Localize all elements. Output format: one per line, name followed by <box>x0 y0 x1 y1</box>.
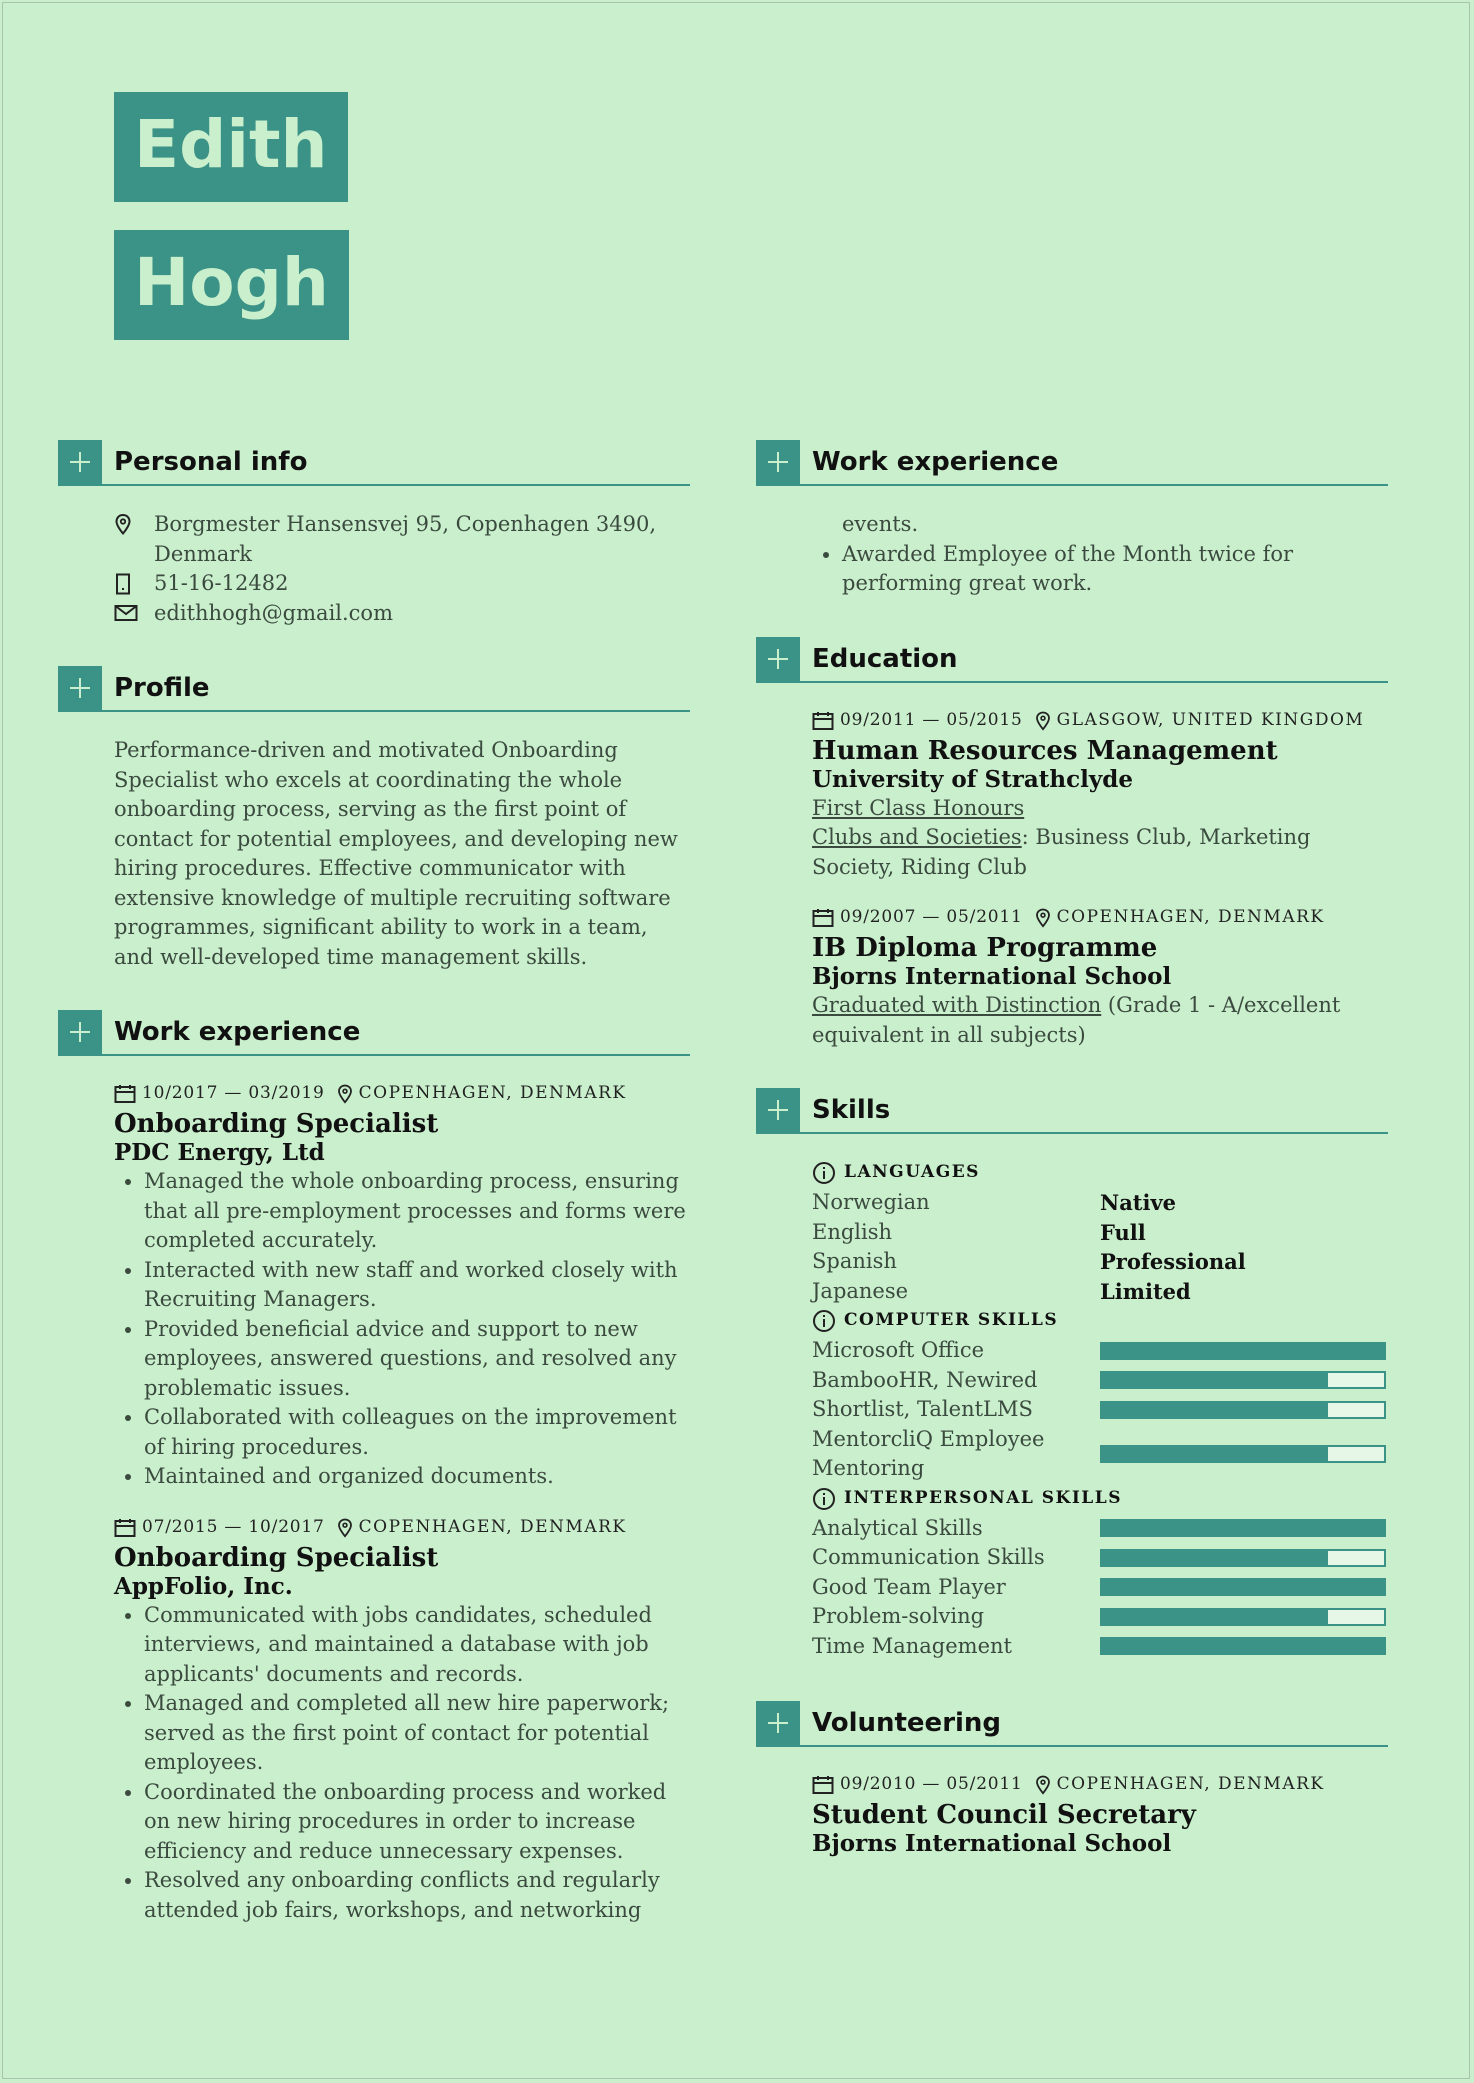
skill-row <box>812 1602 1388 1632</box>
section-header <box>756 1701 1388 1747</box>
personal-info-section <box>58 440 690 628</box>
skill-name: Spanish <box>812 1249 897 1273</box>
left-column <box>58 440 690 1925</box>
first-name: Edith <box>114 92 348 202</box>
section-title: Skills <box>812 1095 891 1125</box>
skill-level-bar <box>1100 1608 1386 1626</box>
skill-name: Microsoft Office <box>812 1338 985 1362</box>
plus-icon <box>58 440 102 484</box>
volunteering-location: COPENHAGEN, DENMARK <box>1056 1774 1325 1795</box>
section-title: Work experience <box>114 1017 361 1047</box>
education-location: COPENHAGEN, DENMARK <box>1056 907 1325 928</box>
volunteering-meta <box>812 1771 1388 1799</box>
skill-name: Communication Skills <box>812 1545 1045 1569</box>
plus-icon <box>58 1010 102 1054</box>
education-location: GLASGOW, UNITED KINGDOM <box>1056 709 1365 730</box>
degree-title: IB Diploma Programme <box>812 933 1158 963</box>
skill-name: BambooHR, Newired <box>812 1367 1038 1392</box>
skill-row <box>812 1632 1388 1662</box>
skill-level-fill <box>1102 1610 1328 1624</box>
job-dates: 07/2015 — 10/2017 <box>142 1516 325 1537</box>
skill-category-label: COMPUTER SKILLS <box>844 1310 1059 1331</box>
school-name: Bjorns International School <box>812 963 1172 990</box>
list-item: • Communicated with jobs candidates, scheduled interviews, and maintained a database with job applicants' documents and records. <box>144 1601 690 1690</box>
language-row <box>812 1218 1388 1248</box>
skill-row <box>812 1425 1388 1484</box>
language-level: Native <box>1100 1190 1177 1215</box>
skill-level-bar <box>1100 1371 1386 1389</box>
language-level: Full <box>1100 1219 1146 1245</box>
section-title: Personal info <box>114 447 308 477</box>
job-title: Onboarding Specialist <box>114 1542 439 1573</box>
language-row <box>812 1277 1388 1307</box>
skill-row <box>812 1336 1388 1366</box>
skill-level-bar <box>1100 1578 1386 1596</box>
job-location: COPENHAGEN, DENMARK <box>358 1516 627 1537</box>
volunteering-role: Student Council Secretary <box>812 1800 1196 1830</box>
info-icon <box>812 1309 836 1333</box>
skill-level-fill <box>1102 1639 1384 1653</box>
job-location: COPENHAGEN, DENMARK <box>358 1083 627 1104</box>
computer-skills-list <box>812 1336 1388 1484</box>
list-item: • Collaborated with colleagues on the improvement of hiring procedures. <box>144 1403 690 1462</box>
skill-level-fill <box>1102 1521 1384 1535</box>
email-row <box>114 599 690 629</box>
location-pin-icon <box>1035 711 1051 731</box>
language-row <box>812 1247 1388 1277</box>
skill-level-bar <box>1100 1549 1386 1567</box>
list-item: • Interacted with new staff and worked closely with Recruiting Managers. <box>144 1256 690 1315</box>
education-entry <box>812 707 1388 883</box>
plus-icon <box>756 440 800 484</box>
education-dates: 09/2007 — 05/2011 <box>840 907 1023 928</box>
email-address[interactable]: edithhogh@gmail.com <box>154 600 393 625</box>
section-header <box>58 666 690 712</box>
phone-number: 51-16-12482 <box>154 571 289 595</box>
section-header <box>58 1010 690 1056</box>
location-pin-icon <box>337 1084 353 1104</box>
skill-row <box>812 1366 1388 1396</box>
company-name: AppFolio, Inc. <box>114 1572 293 1600</box>
job-bullets <box>114 1601 690 1926</box>
plus-icon <box>756 1088 800 1132</box>
skill-level-fill <box>1102 1447 1328 1461</box>
phone-row <box>114 569 690 599</box>
section-header <box>756 1088 1388 1134</box>
job-meta <box>114 1080 690 1108</box>
skill-row <box>812 1573 1388 1603</box>
language-level: Limited <box>1100 1278 1191 1304</box>
section-title: Profile <box>114 673 210 703</box>
language-level: Professional <box>1100 1249 1246 1274</box>
section-header <box>756 440 1388 486</box>
right-column <box>756 440 1388 1858</box>
skill-name: Shortlist, TalentLMS <box>812 1397 1033 1421</box>
work-experience-section <box>58 1010 690 1925</box>
job-bullets <box>812 540 1388 599</box>
distinction-label: Graduated with Distinction <box>812 993 1102 1017</box>
job-bullets <box>114 1167 690 1492</box>
calendar-icon <box>812 908 834 928</box>
calendar-icon <box>114 1518 136 1538</box>
skill-row <box>812 1514 1388 1544</box>
calendar-icon <box>812 711 834 731</box>
section-header <box>58 440 690 486</box>
location-pin-icon <box>1035 1775 1051 1795</box>
skill-category <box>812 1158 1388 1188</box>
list-item: • Resolved any onboarding conflicts and regularly attended job fairs, workshops, and networking <box>144 1866 690 1925</box>
list-item: • Coordinated the onboarding process and worked on new hiring procedures in order to increase efficiency and reduce unnecessary expenses. <box>144 1778 690 1867</box>
skill-name: Good Team Player <box>812 1574 1006 1599</box>
distinction-line <box>812 991 1388 1050</box>
language-row <box>812 1188 1388 1218</box>
languages-list <box>812 1188 1388 1306</box>
skill-name: Japanese <box>812 1278 909 1303</box>
section-title: Volunteering <box>812 1708 1002 1738</box>
education-meta <box>812 707 1388 735</box>
location-pin-icon <box>114 510 154 539</box>
skill-name: English <box>812 1219 893 1244</box>
plus-icon <box>756 637 800 681</box>
volunteering-org: Bjorns International School <box>812 1830 1172 1857</box>
skill-name: Time Management <box>812 1633 1012 1658</box>
skill-row <box>812 1395 1388 1425</box>
education-dates: 09/2011 — 05/2015 <box>840 709 1023 730</box>
work-experience-continued-section <box>756 440 1388 599</box>
plus-icon <box>58 666 102 710</box>
job-entry <box>114 1080 690 1492</box>
list-item: • Maintained and organized documents. <box>144 1462 690 1492</box>
continued-text: events. <box>842 512 919 536</box>
calendar-icon <box>812 1775 834 1795</box>
volunteering-section <box>756 1701 1388 1858</box>
volunteering-dates: 09/2010 — 05/2011 <box>840 1774 1023 1795</box>
job-title: Onboarding Specialist <box>114 1109 439 1139</box>
clubs-line <box>812 823 1388 882</box>
list-item: • Provided beneficial advice and support to new employees, answered questions, and resolved any problematic issues. <box>144 1315 690 1404</box>
honours-text: First Class Honours <box>812 795 1025 820</box>
interpersonal-skills-list <box>812 1514 1388 1662</box>
address-line1: Borgmester Hansensvej 95, Copenhagen 3490, <box>154 512 657 536</box>
skill-name: Norwegian <box>812 1190 930 1214</box>
envelope-icon <box>114 599 154 628</box>
skill-level-fill <box>1102 1403 1328 1417</box>
education-section <box>756 637 1388 1051</box>
skill-level-fill <box>1102 1344 1384 1358</box>
location-pin-icon <box>1035 908 1051 928</box>
skill-category <box>812 1306 1388 1336</box>
address-row <box>114 510 690 569</box>
profile-section <box>58 666 690 972</box>
job-dates: 10/2017 — 03/2019 <box>142 1083 325 1104</box>
education-entry <box>812 904 1388 1050</box>
skill-level-fill <box>1102 1373 1328 1387</box>
skill-category-label: INTERPERSONAL SKILLS <box>844 1487 1122 1508</box>
clubs-text: : Business Club, Marketing Society, Riding Club <box>812 825 1311 879</box>
section-title: Work experience <box>812 447 1059 477</box>
company-name: PDC Energy, Ltd <box>114 1139 325 1166</box>
list-item: • Managed the whole onboarding process, ensuring that all pre-employment processes and forms were completed accurately. <box>144 1167 690 1256</box>
education-meta <box>812 904 1388 932</box>
skill-level-fill <box>1102 1551 1328 1565</box>
clubs-label: Clubs and Societies <box>812 825 1022 849</box>
list-item: • Managed and completed all new hire paperwork; served as the first point of contact for potential employees. <box>144 1689 690 1778</box>
job-meta <box>114 1514 690 1542</box>
skill-category <box>812 1484 1388 1514</box>
calendar-icon <box>114 1084 136 1104</box>
skill-name: Problem-solving <box>812 1604 985 1628</box>
profile-text: Performance-driven and motivated Onboarding Specialist who excels at coordinating the whole onboarding process, serving as the first point of contact for potential employees, and developing new hiring procedures. Effective communicator with extensive knowledge of multiple recruiting software programmes, significant ability to work in a team, and well-developed time management skills. <box>114 738 678 969</box>
skill-row <box>812 1543 1388 1573</box>
skill-level-bar <box>1100 1637 1386 1655</box>
section-header <box>756 637 1388 683</box>
school-name: University of Strathclyde <box>812 765 1133 793</box>
list-item: • Awarded Employee of the Month twice for performing great work. <box>842 540 1388 599</box>
address-line2: Denmark <box>154 541 252 566</box>
skill-name: MentorcliQ Employee Mentoring <box>812 1426 1045 1480</box>
skills-section <box>756 1088 1388 1661</box>
job-entry <box>114 1514 690 1926</box>
phone-icon <box>114 569 154 598</box>
skill-level-fill <box>1102 1580 1384 1594</box>
skill-category-label: LANGUAGES <box>844 1162 980 1183</box>
info-icon <box>812 1487 836 1511</box>
info-icon <box>812 1161 836 1185</box>
location-pin-icon <box>337 1518 353 1538</box>
skill-name: Analytical Skills <box>812 1515 983 1540</box>
last-name: Hogh <box>114 230 349 340</box>
skill-level-bar <box>1100 1342 1386 1360</box>
skill-level-bar <box>1100 1519 1386 1537</box>
section-title: Education <box>812 643 958 674</box>
skill-level-bar <box>1100 1445 1386 1463</box>
plus-icon <box>756 1701 800 1745</box>
skill-level-bar <box>1100 1401 1386 1419</box>
distinction-text: (Grade 1 - A/excellent equivalent in all subjects) <box>812 993 1341 1047</box>
degree-title: Human Resources Management <box>812 735 1278 766</box>
